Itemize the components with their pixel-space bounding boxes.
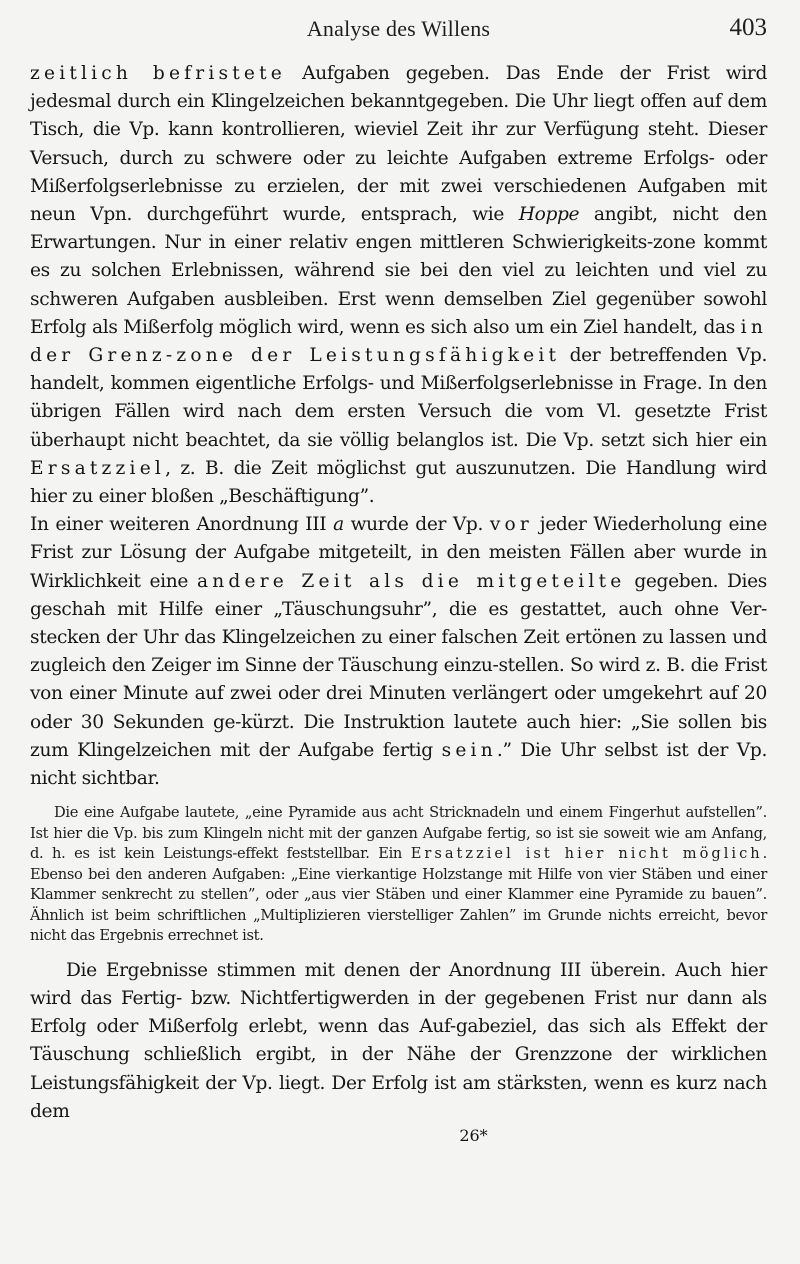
text-run: gegeben. Dies geschah mit Hilfe einer „Täuschungsuhr”, die es gestattet, auch ohne Ver-stecken der Uhr das Klingelzeichen zu einer falschen Zeit ertönen zu lassen und zugleich den Zeiger im Sinne der Täuschung einzu-stellen. So wird z. B. die Frist von einer Minute auf zwei oder drei Minuten verlängert oder umgekehrt auf 20 oder 30 Sekunden ge-kürzt. Die Instruktion lautete auch hier: „Sie sollen bis zum Klingelzeichen mit der Aufgabe fertig — [30, 570, 767, 761]
text-run: . Ebenso bei den anderen Aufgaben: „Eine vierkantige Holzstange mit Hilfe von vier Stäben und einer Klammer senkrecht zu stellen”, oder „aus vier Stäben und einer Klammer eine Pyramide zu bauen”. Ähnlich ist beim schriftlichen „Multiplizieren vierstelliger Zahlen” im Grunde nichts erreicht, bevor nicht das Ergebnis errechnet ist. — [30, 845, 768, 945]
text-run: In einer weiteren Anordnung III — [30, 514, 334, 536]
page-number: 403 — [729, 14, 767, 41]
spaced-emphasis: vor — [489, 514, 533, 536]
text-run: , z. B. die Zeit möglichst gut auszunutzen. Die Handlung wird hier zu einer bloßen „Beschäftigung”. — [30, 457, 767, 508]
italic-letter: a — [333, 514, 344, 536]
text-run: der betreffenden Vp. handelt, kommen eigentliche Erfolgs- und Mißerfolgserlebnisse in Frage. In den übrigen Fällen wird nach dem ersten Versuch die vom Vl. gesetzte Frist überhaupt nicht beachtet, da sie völlig belanglos ist. Die Vp. setzt sich hier ein — [30, 345, 767, 451]
paragraph-2 — [30, 511, 767, 793]
text-run: Die Ergebnisse stimmen mit denen der Anordnung III überein. Auch hier wird das Fertig- bzw. Nichtfertigwerden in der gegebenen Frist nur dann als Erfolg oder Mißerfolg erlebt, wenn das Auf-gabeziel, das sich als Effekt der Täuschung schließlich ergibt, in der Nähe der Grenzzone der wirklichen Leistungsfähigkeit der Vp. liegt. Der Erfolg ist am stärksten, wenn es kurz nach dem — [30, 959, 767, 1122]
text-run: Die eine Aufgabe lautete, „eine Pyramide aus acht Stricknadeln und einem Fingerhut aufstellen”. Ist hier die Vp. bis zum Klingeln nicht mit der ganzen Aufgabe fertig, so ist sie soweit wie am Anfang, d. h. es ist kein Leistungs-effekt feststellbar. Ein — [30, 804, 767, 863]
text-run: .” Die Uhr selbst ist der Vp. nicht sichtbar. — [30, 739, 768, 790]
paragraph-4 — [30, 957, 767, 1126]
text-run: wurde der Vp. — [343, 514, 490, 536]
spaced-emphasis: Ersatzziel — [30, 457, 166, 479]
running-head-title: Analyse des Willens — [306, 16, 491, 41]
signature-mark: 26* — [459, 1126, 488, 1145]
spaced-emphasis: Ersatzziel ist hier nicht möglich — [410, 845, 763, 863]
paragraph-1 — [30, 60, 767, 511]
author-name: Hoppe — [518, 204, 580, 226]
small-print-paragraph — [30, 803, 767, 947]
spaced-emphasis: andere Zeit als die mitgeteilte — [196, 570, 626, 592]
spaced-emphasis: zeitlich befristete — [30, 63, 286, 84]
spaced-emphasis: sein — [441, 739, 497, 761]
book-page — [30, 16, 767, 1146]
spaced-emphasis: in der Grenz-zone der Leistungsfähigkeit — [30, 316, 767, 367]
text-run: Aufgaben gegeben. Das Ende der Frist wird jedesmal durch ein Klingelzeichen bekanntgegeben. Die Uhr liegt offen auf dem Tisch, die Vp. kann kontrollieren, wieviel Zeit ihr zur Verfügung steht. Dieser Versuch, durch zu schwere oder zu leichte Aufgaben extreme Erfolgs- oder Mißerfolgserlebnisse zu erzielen, der mit zwei verschiedenen Aufgaben mit neun Vpn. durchgeführt wurde, entsprach, wie — [30, 63, 768, 226]
text-run: jeder Wiederholung eine Frist zur Lösung der Aufgabe mitgeteilt, in den meisten Fällen aber wurde in Wirklichkeit eine — [30, 514, 767, 592]
running-head — [30, 16, 767, 60]
text-run: angibt, nicht den Erwartungen. Nur in einer relativ engen mittleren Schwierigkeits-zone kommt es zu solchen Erlebnissen, während sie bei den viel zu leichten und viel zu schweren Aufgaben ausbleiben. Erst wenn demselben Ziel gegenüber sowohl Erfolg als Mißerfolg möglich wird, wenn es sich also um ein Ziel handelt, das — [30, 204, 767, 338]
